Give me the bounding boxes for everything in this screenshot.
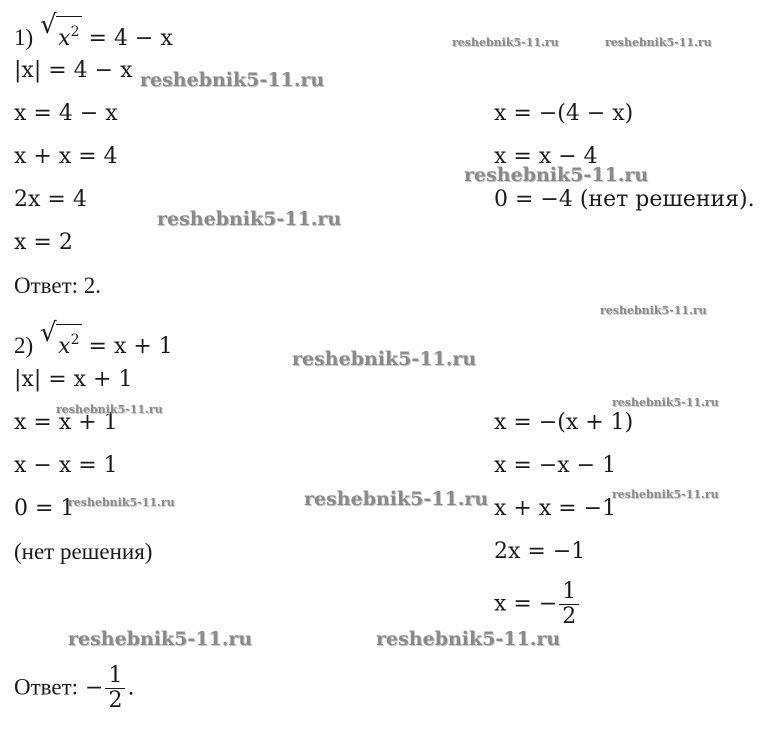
watermark: reshebnik5-11.ru bbox=[452, 36, 559, 49]
answer-denominator: 2 bbox=[105, 688, 125, 713]
part-2-answer bbox=[14, 664, 134, 713]
part-1-left-line: x = 2 bbox=[14, 230, 73, 255]
watermark: reshebnik5-11.ru bbox=[304, 488, 489, 510]
answer-prefix: Ответ: bbox=[14, 674, 79, 700]
part-2-right-line: x = −x − 1 bbox=[494, 453, 617, 478]
radicand-exponent: 2 bbox=[70, 332, 80, 348]
fraction bbox=[559, 580, 579, 629]
part-2-left-line: (нет решения) bbox=[14, 539, 153, 564]
watermark: reshebnik5-11.ru bbox=[68, 496, 175, 509]
part-2-right-fraction-line bbox=[494, 580, 581, 629]
equation-2-rhs: = x + 1 bbox=[88, 334, 173, 359]
answer-sign: − bbox=[85, 675, 104, 701]
part-1-label: 1) bbox=[14, 25, 34, 50]
equation-1-header bbox=[14, 10, 173, 52]
part-2-right-line: x = −(x + 1) bbox=[494, 410, 634, 435]
part-2-label: 2) bbox=[14, 333, 34, 358]
radical-sign-icon: √ bbox=[40, 10, 57, 40]
part-1-right-line: x = x − 4 bbox=[494, 144, 598, 169]
watermark: reshebnik5-11.ru bbox=[292, 348, 477, 370]
watermark: reshebnik5-11.ru bbox=[612, 396, 719, 409]
fraction-denominator: 2 bbox=[559, 604, 579, 629]
sqrt-expression-2 bbox=[40, 318, 81, 360]
watermark: reshebnik5-11.ru bbox=[612, 488, 719, 501]
watermark: reshebnik5-11.ru bbox=[605, 36, 712, 49]
fraction-numerator: 1 bbox=[562, 579, 577, 604]
watermark: reshebnik5-11.ru bbox=[140, 69, 325, 91]
radicand-base: x bbox=[58, 334, 71, 359]
answer-period: . bbox=[127, 675, 135, 701]
answer-fraction bbox=[105, 664, 125, 713]
watermark: reshebnik5-11.ru bbox=[600, 304, 707, 317]
radicand-exponent: 2 bbox=[70, 24, 80, 40]
part-1-line-abs: |x| = 4 − x bbox=[14, 58, 133, 83]
part-1-right-line: x = −(4 − x) bbox=[494, 101, 634, 126]
part-2-left-line: x − x = 1 bbox=[14, 453, 118, 478]
equation-2-header bbox=[14, 318, 173, 360]
part-1-right-line: 0 = −4 (нет решения). bbox=[494, 187, 755, 212]
watermark: reshebnik5-11.ru bbox=[56, 403, 163, 416]
part-2-left-line: x = x + 1 bbox=[14, 410, 118, 435]
part-2-line-abs: |x| = x + 1 bbox=[14, 367, 133, 392]
watermark: reshebnik5-11.ru bbox=[68, 628, 253, 650]
part-1-left-line: x = 4 − x bbox=[14, 101, 118, 126]
part-2-left-line: 0 = 1 bbox=[14, 496, 75, 521]
fraction-prefix: x = − bbox=[494, 591, 558, 617]
part-1-answer: Ответ: 2. bbox=[14, 273, 102, 298]
answer-numerator: 1 bbox=[108, 663, 123, 688]
radicand-base: x bbox=[58, 26, 71, 51]
watermark: reshebnik5-11.ru bbox=[376, 628, 561, 650]
sqrt-expression-1 bbox=[40, 10, 81, 52]
watermark: reshebnik5-11.ru bbox=[464, 164, 649, 186]
radical-sign-icon: √ bbox=[40, 318, 57, 348]
part-2-right-line: x + x = −1 bbox=[494, 496, 617, 521]
part-1-left-line: 2x = 4 bbox=[14, 187, 87, 212]
equation-1-rhs: = 4 − x bbox=[88, 26, 173, 51]
watermark: reshebnik5-11.ru bbox=[157, 208, 342, 230]
part-1-left-line: x + x = 4 bbox=[14, 144, 118, 169]
part-2-right-line: 2x = −1 bbox=[494, 539, 586, 564]
